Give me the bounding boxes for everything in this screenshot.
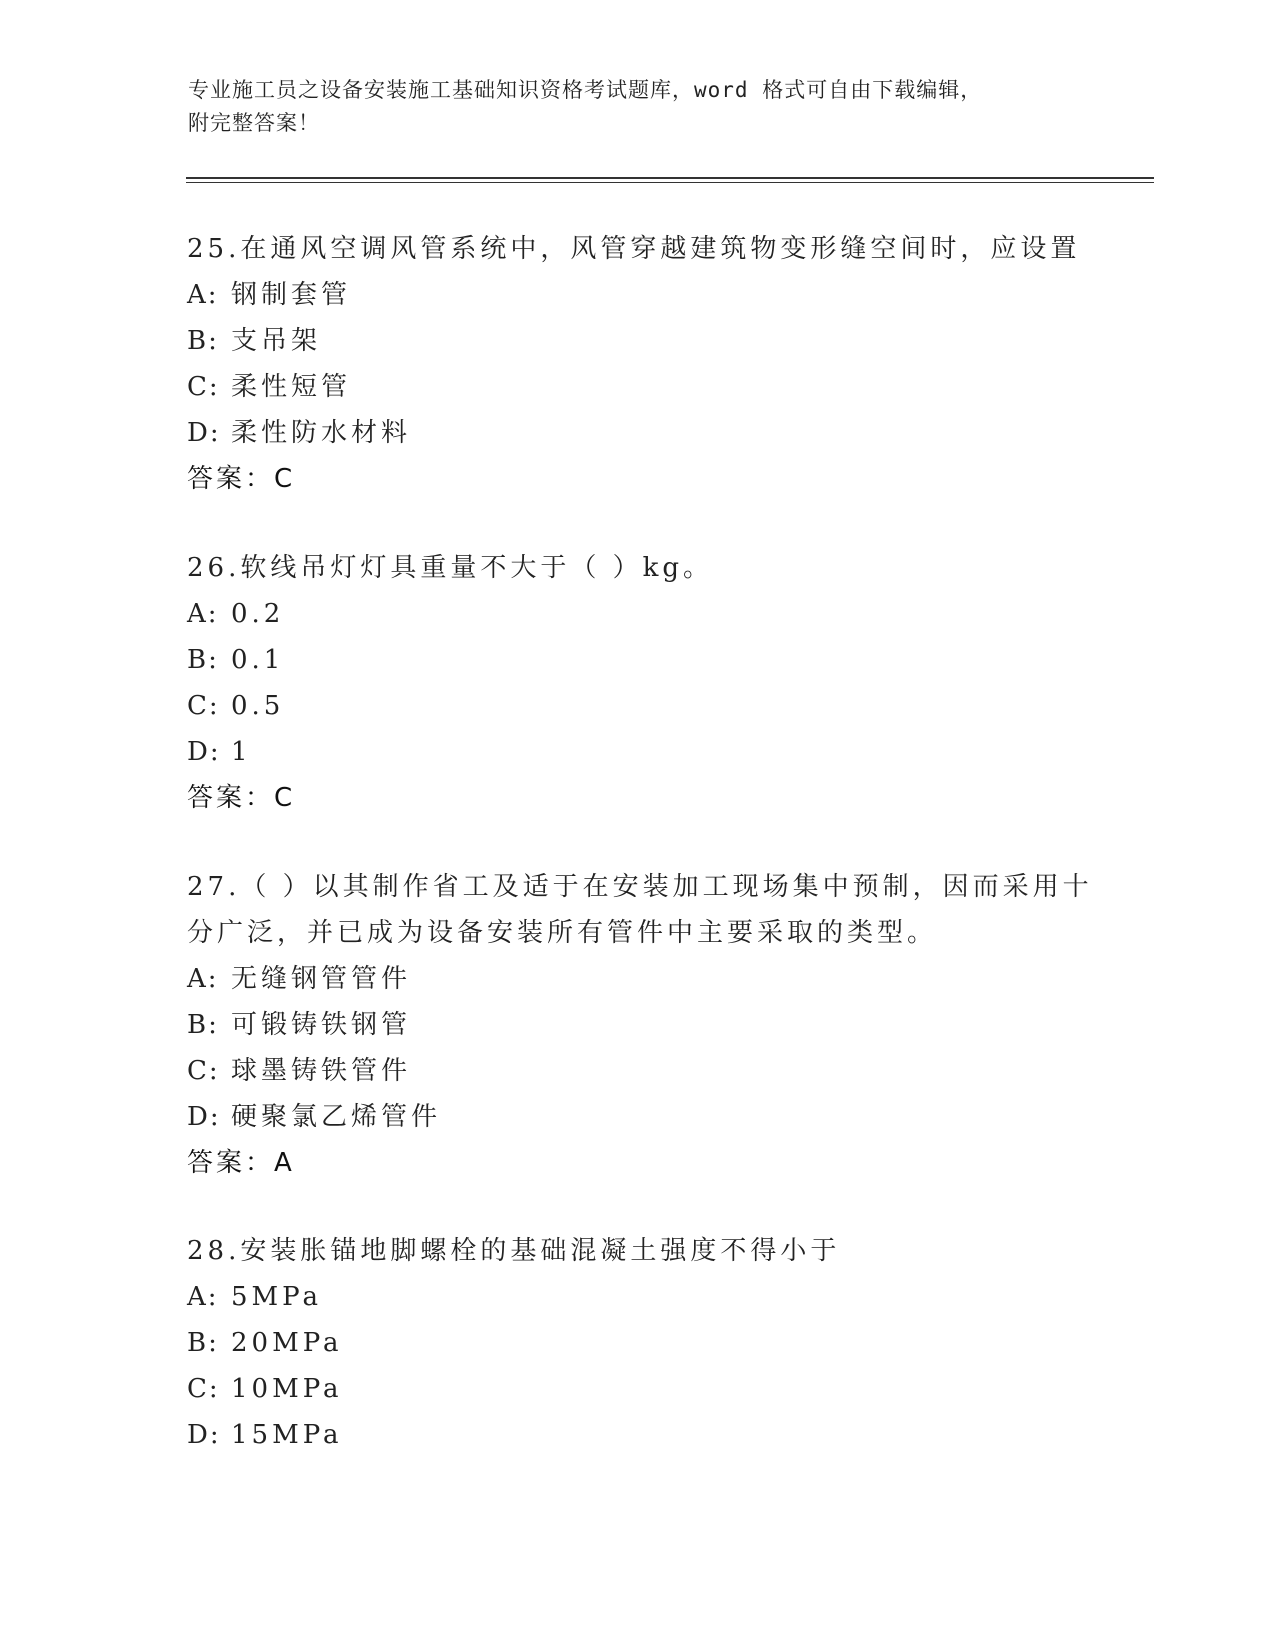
option-text: 硬聚氯乙烯管件 bbox=[231, 1102, 442, 1132]
question-26 bbox=[187, 545, 1087, 821]
answer-line: 答案：C bbox=[187, 783, 296, 813]
option-text: 0.5 bbox=[231, 691, 285, 721]
option-text: 支吊架 bbox=[231, 326, 322, 356]
option-text: 10MPa bbox=[231, 1374, 343, 1404]
option-letter: A: bbox=[187, 280, 219, 310]
document-header bbox=[188, 74, 1068, 140]
option-text: 15MPa bbox=[231, 1420, 343, 1450]
option-text: 5MPa bbox=[231, 1282, 322, 1312]
option-letter: D: bbox=[187, 1420, 221, 1450]
option-b bbox=[187, 637, 1087, 683]
option-letter: A: bbox=[187, 964, 219, 994]
header-line-1: 专业施工员之设备安装施工基础知识资格考试题库，word 格式可自由下载编辑， bbox=[188, 78, 983, 102]
option-letter: D: bbox=[187, 1102, 221, 1132]
option-letter: A: bbox=[187, 1282, 219, 1312]
option-text: 可锻铸铁钢管 bbox=[231, 1010, 412, 1040]
option-text: 0.1 bbox=[231, 645, 285, 675]
option-letter: B: bbox=[187, 645, 219, 675]
option-letter: D: bbox=[187, 737, 221, 767]
option-a bbox=[187, 1274, 1087, 1320]
option-c bbox=[187, 364, 1087, 410]
option-text: 20MPa bbox=[231, 1328, 343, 1358]
question-27 bbox=[187, 864, 1093, 1186]
question-25 bbox=[187, 226, 1087, 502]
option-b bbox=[187, 318, 1087, 364]
option-letter: A: bbox=[187, 599, 219, 629]
option-text: 柔性防水材料 bbox=[231, 418, 412, 448]
header-divider-thick bbox=[186, 177, 1154, 179]
option-a bbox=[187, 272, 1087, 318]
option-b bbox=[187, 1320, 1087, 1366]
option-letter: D: bbox=[187, 418, 221, 448]
option-text: 0.2 bbox=[231, 599, 285, 629]
question-stem-continued: 分广泛，并已成为设备安装所有管件中主要采取的类型。 bbox=[187, 918, 938, 948]
header-line-2: 附完整答案！ bbox=[188, 111, 320, 135]
header-divider-thin bbox=[186, 182, 1154, 183]
question-28 bbox=[187, 1228, 1087, 1458]
option-d bbox=[187, 729, 1087, 775]
option-text: 柔性短管 bbox=[231, 372, 352, 402]
option-letter: B: bbox=[187, 1010, 219, 1040]
question-stem: 25.在通风空调风管系统中，风管穿越建筑物变形缝空间时，应设置 bbox=[187, 234, 1081, 264]
option-d bbox=[187, 1412, 1087, 1458]
option-letter: B: bbox=[187, 326, 219, 356]
question-stem: 26.软线吊灯灯具重量不大于（ ）kg。 bbox=[187, 553, 714, 583]
option-letter: C: bbox=[187, 1374, 220, 1404]
option-letter: C: bbox=[187, 372, 220, 402]
question-stem: 28.安装胀锚地脚螺栓的基础混凝土强度不得小于 bbox=[187, 1236, 841, 1266]
question-stem: 27.（ ）以其制作省工及适于在安装加工现场集中预制，因而采用十 bbox=[187, 872, 1093, 902]
answer-line: 答案：A bbox=[187, 1148, 295, 1178]
option-text: 无缝钢管管件 bbox=[231, 964, 412, 994]
option-letter: C: bbox=[187, 691, 220, 721]
option-letter: B: bbox=[187, 1328, 219, 1358]
option-a bbox=[187, 591, 1087, 637]
option-text: 球墨铸铁管件 bbox=[231, 1056, 412, 1086]
option-c bbox=[187, 683, 1087, 729]
option-letter: C: bbox=[187, 1056, 220, 1086]
option-c bbox=[187, 1048, 1087, 1094]
option-text: 钢制套管 bbox=[231, 280, 352, 310]
option-b bbox=[187, 1002, 1087, 1048]
answer-line: 答案：C bbox=[187, 464, 296, 494]
option-a bbox=[187, 956, 1087, 1002]
option-d bbox=[187, 410, 1087, 456]
option-text: 1 bbox=[231, 737, 252, 767]
option-c bbox=[187, 1366, 1087, 1412]
option-d bbox=[187, 1094, 1087, 1140]
